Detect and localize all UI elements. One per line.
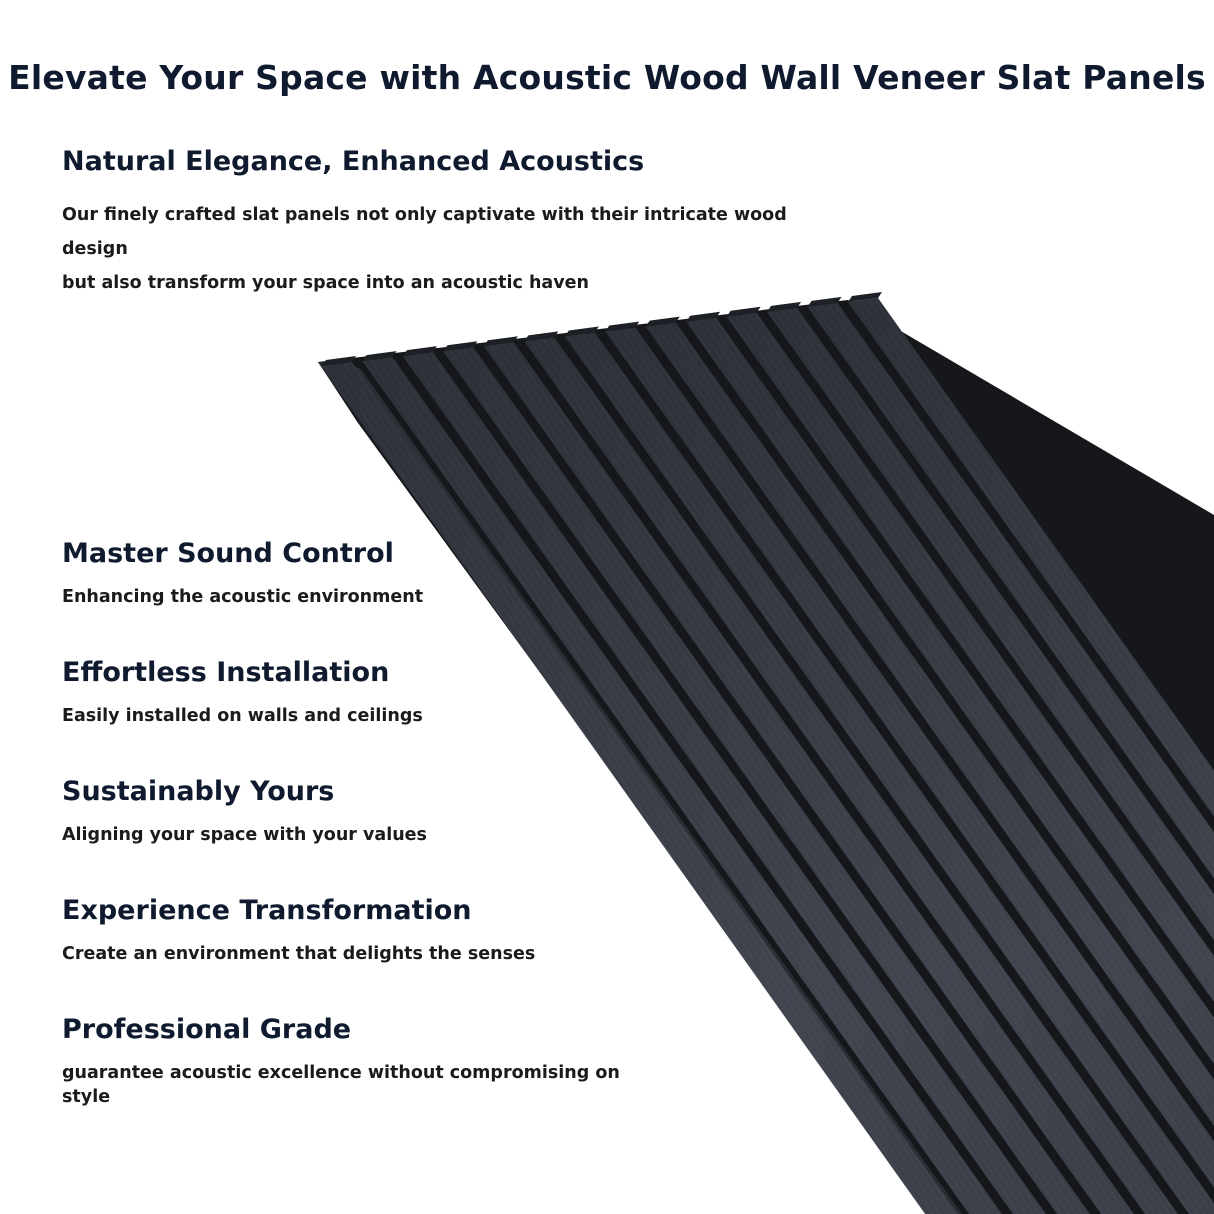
feature-transformation [62,894,622,966]
feature-professional-grade [62,1013,622,1109]
page-title: Elevate Your Space with Acoustic Wood Wall Veneer Slat Panels [8,58,1206,97]
feature-installation [62,656,622,728]
feature-heading: Master Sound Control [62,538,394,569]
feature-sustainability [62,775,622,847]
intro-text-line-2: but also transform your space into an acoustic haven [62,273,589,293]
intro-heading: Natural Elegance, Enhanced Acoustics [62,146,645,177]
feature-text: guarantee acoustic excellence without compromising on style [62,1063,620,1107]
feature-heading: Sustainably Yours [62,776,335,807]
feature-heading: Effortless Installation [62,657,390,688]
feature-text: Easily installed on walls and ceilings [62,706,423,726]
feature-heading: Experience Transformation [62,895,472,926]
feature-sound-control [62,537,622,609]
feature-heading: Professional Grade [62,1014,352,1045]
intro-text-line-1: Our finely crafted slat panels not only captivate with their intricate wood design [62,205,787,259]
intro-text [62,198,842,300]
feature-text: Create an environment that delights the senses [62,944,536,964]
feature-text: Aligning your space with your values [62,825,427,845]
feature-text: Enhancing the acoustic environment [62,587,424,607]
